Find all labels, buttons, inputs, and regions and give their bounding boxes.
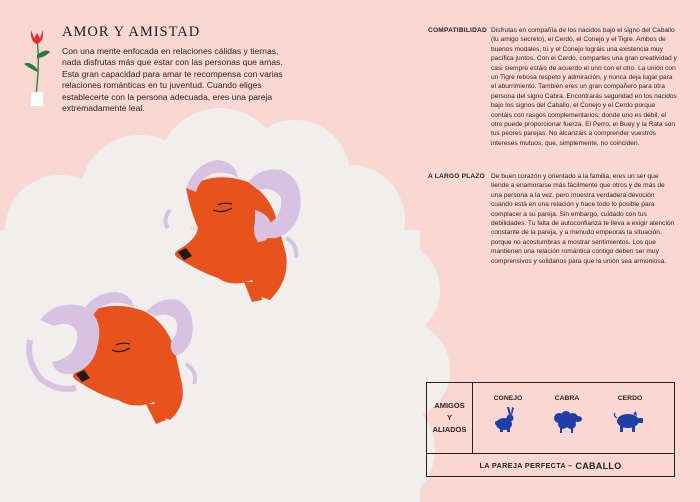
intro-paragraph: Con una mente enfocada en relaciones cálidas y tiernas, nada disfrutas más que estar con las personas que amas. Esta gran capacidad para amar te recompensa con varias relaciones románticas en tu juventud. Cuando eliges establecerte con la persona adecuada, eres una pareja extremadamente leal. xyxy=(62,46,283,114)
section-title: AMOR Y AMISTAD xyxy=(62,24,201,40)
ally-name-rabbit: CONEJO xyxy=(493,395,523,402)
perfect-match-label: LA PAREJA PERFECTA – xyxy=(479,461,573,470)
perfect-match-value: CABALLO xyxy=(575,460,622,471)
ally-name-goat: CABRA xyxy=(554,395,580,402)
ally-name-pig: CERDO xyxy=(617,395,643,402)
allies-box xyxy=(426,382,675,477)
long-term-text: De buen corazón y orientado a la familia, eres un ser que tiende a enamorarse más fácilmente que otros y de más de una persona a la vez, pero muestra verdadera devoción cuando está en una relación y hace todo lo posible para complacer a su pareja. Sin embargo, cuidado con tus debilidades. Tu falta de autoconfianza te lleva a exigir atención constante de la pareja, y a menudo empeoras la situación, porque no acostumbras a mostrar sentimientos. Los que mantienen una relación romántica contigo deben ser muy comprensivos y solidarios para que la unión sea armoniosa. xyxy=(491,173,675,265)
flower-icon xyxy=(24,30,50,106)
allies-heading: AMIGOS Y ALIADOS xyxy=(427,383,473,453)
perfect-match-row xyxy=(427,453,674,477)
compatibility-text: Disfrutas en compañía de los nacidos bajo el signo del Caballo (tu amigo secreto), el Cerdo, el Conejo y el Tigre. Ambos de buenos modales, tú y el Conejo lográis una existencia muy pacífica juntos. Con el Cerdo, compartes una gran creatividad y casi siempre estáis de acuerdo el uno con el otro. La unión con un Tigre rebosa respeto y admiración, y nunca deja lugar para el aburrimiento. También eres un gran compañero para otra persona del signo Cabra. Encontrarás seguridad en los nacidos bajo los signos del Caballo, el Conejo y el Cerdo porque contáis con rasgos complementarios; donde uno es débil, el otro puede proporcionar fuerza. El Perro, el Buey y la Rata son tus peores parejas. No alcanzáis a comprender vuestros intereses mutuos, que, simplemente, no coinciden. xyxy=(491,27,677,147)
long-term-label: A LARGO PLAZO xyxy=(428,173,485,180)
compatibility-label: COMPATIBILIDAD xyxy=(428,27,487,34)
